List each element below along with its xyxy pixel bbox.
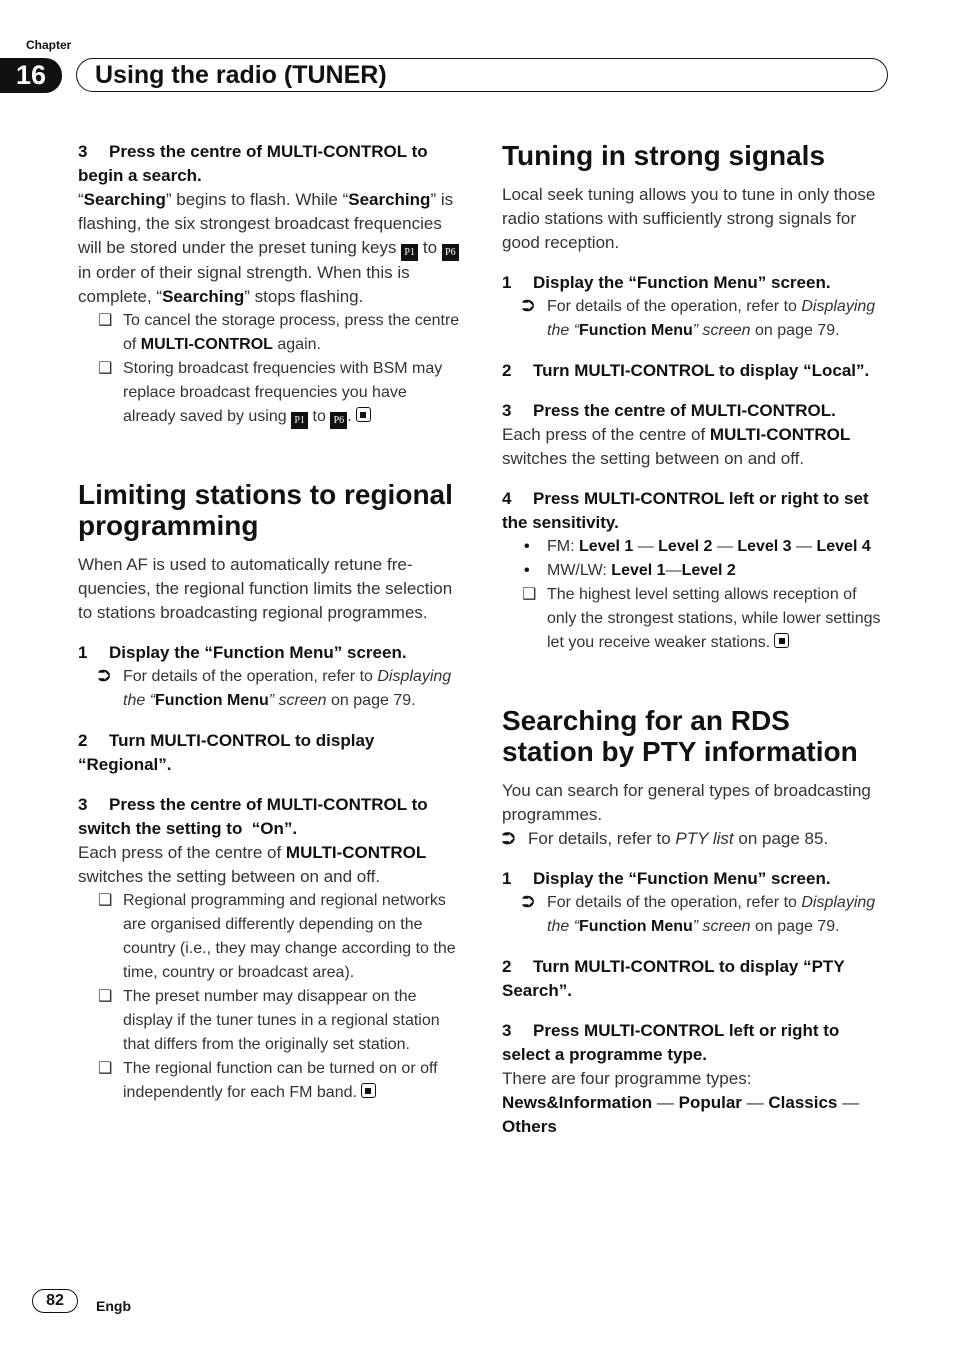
left-column [78, 140, 462, 1105]
mw-levels: • MW/LW: Level 1—Level 2 [502, 559, 888, 583]
strong-ref: ⮊ For details of the operation, refer to Displaying the “Function Menu” screen on page 79. [502, 295, 888, 343]
note-box-icon: ❑ [98, 1060, 113, 1077]
pty-step-2: 2 Turn MULTI-CONTROL to display “PTY Search”. [502, 957, 845, 1000]
note-cancel-storage: ❑ To cancel the storage process, press the centre of MULTI-CONTROL again. [78, 309, 462, 357]
pty-ref: ⮊ For details of the operation, refer to Displaying the “Function Menu” screen on page 79. [502, 891, 888, 939]
heading-pty-search: Searching for an RDS station by PTY information [502, 705, 858, 767]
strong-step-2: 2 Turn MULTI-CONTROL to display “Local”. [502, 361, 870, 380]
arrow-icon: ⮊ [98, 668, 111, 685]
regional-step-1: 1 Display the “Function Menu” screen. [78, 643, 407, 662]
search-description: “Searching” begins to flash. While “Searching” is flashing, the six strongest broadcast frequencies will be stored under the preset tuning keys P1 to P6 in order of their signal strength. When this is complete, “Searching” stops flashing. [78, 188, 462, 309]
strong-step-1: 1 Display the “Function Menu” screen. [502, 273, 831, 292]
note-box-icon: ❑ [522, 586, 537, 603]
arrow-icon: ⮊ [522, 298, 535, 315]
strong-note: ❑ The highest level setting allows reception of only the strongest stations, while lower settings let you receive weaker stations. [502, 583, 888, 655]
end-of-section-icon [361, 1083, 376, 1098]
regional-note-1: ❑ Regional programming and regional networks are organised differently depending on the country (i.e., they may change according to the time, country or broadcast area). [78, 889, 462, 985]
bullet-icon: • [524, 562, 530, 579]
regional-ref: ⮊ For details of the operation, refer to Displaying the “Function Menu” screen on page 79. [78, 665, 462, 713]
chapter-number: 16 [0, 58, 62, 93]
note-bsm: ❑ Storing broadcast frequencies with BSM may replace broadcast frequencies you have already saved by using P1 to P6 . [78, 357, 462, 429]
strong-step-4: 4 Press MULTI-CONTROL left or right to set the sensitivity. [502, 489, 869, 532]
bullet-icon: • [524, 538, 530, 555]
arrow-icon: ⮊ [522, 894, 535, 911]
right-column [502, 140, 888, 1139]
arrow-icon: ⮊ [502, 829, 515, 848]
pty-step-3: 3 Press MULTI-CONTROL left or right to select a programme type. [502, 1021, 840, 1064]
regional-note-3: ❑ The regional function can be turned on or off independently for each FM band. [78, 1057, 462, 1105]
strong-step-3: 3 Press the centre of MULTI-CONTROL. [502, 401, 836, 420]
chapter-title-bar [76, 58, 888, 92]
regional-step-2: 2 Turn MULTI-CONTROL to display “Regional”. [78, 731, 375, 774]
note-box-icon: ❑ [98, 312, 113, 329]
note-box-icon: ❑ [98, 988, 113, 1005]
note-box-icon: ❑ [98, 360, 113, 377]
preset-key-p6-icon: P6 [330, 412, 347, 429]
chapter-title: Using the radio (TUNER) [95, 60, 387, 89]
step-3-search: 3 Press the centre of MULTI-CONTROL to begin a search. [78, 142, 428, 185]
regional-step-3: 3 Press the centre of MULTI-CONTROL to switch the setting to “On”. [78, 795, 428, 838]
language-code: Engb [96, 1298, 131, 1314]
pty-list-ref: ⮊ For details, refer to PTY list on page 85. [502, 827, 888, 851]
regional-body: Each press of the centre of MULTI-CONTROL switches the setting between on and off. [78, 843, 427, 886]
end-of-section-icon [356, 407, 371, 422]
note-box-icon: ❑ [98, 892, 113, 909]
chapter-label: Chapter [26, 38, 72, 52]
heading-regional: Limiting stations to regional programming [78, 479, 453, 541]
preset-key-p1-icon: P1 [291, 412, 308, 429]
page-number: 82 [32, 1289, 78, 1313]
fm-levels: • FM: Level 1 — Level 2 — Level 3 — Level 4 [502, 535, 888, 559]
pty-step-1: 1 Display the “Function Menu” screen. [502, 869, 831, 888]
pty-types: News&Information — Popular — Classics — Others [502, 1093, 860, 1136]
pty-intro: You can search for general types of broadcasting programmes. [502, 781, 871, 824]
strong-body: Each press of the centre of MULTI-CONTROL switches the setting between on and off. [502, 425, 851, 468]
strong-intro: Local seek tuning allows you to tune in only those radio stations with sufficiently strong signals for good reception. [502, 185, 876, 252]
regional-intro: When AF is used to automatically retune frequencies, the regional function limits the selection to stations broadcasting regional programmes. [78, 555, 453, 622]
preset-key-p1-icon: P1 [401, 244, 418, 261]
heading-strong-signals: Tuning in strong signals [502, 140, 826, 171]
regional-note-2: ❑ The preset number may disappear on the display if the tuner tunes in a regional station that differs from the originally set station. [78, 985, 462, 1057]
preset-key-p6-icon: P6 [442, 244, 459, 261]
pty-body: There are four programme types: [502, 1069, 752, 1088]
end-of-section-icon [774, 633, 789, 648]
